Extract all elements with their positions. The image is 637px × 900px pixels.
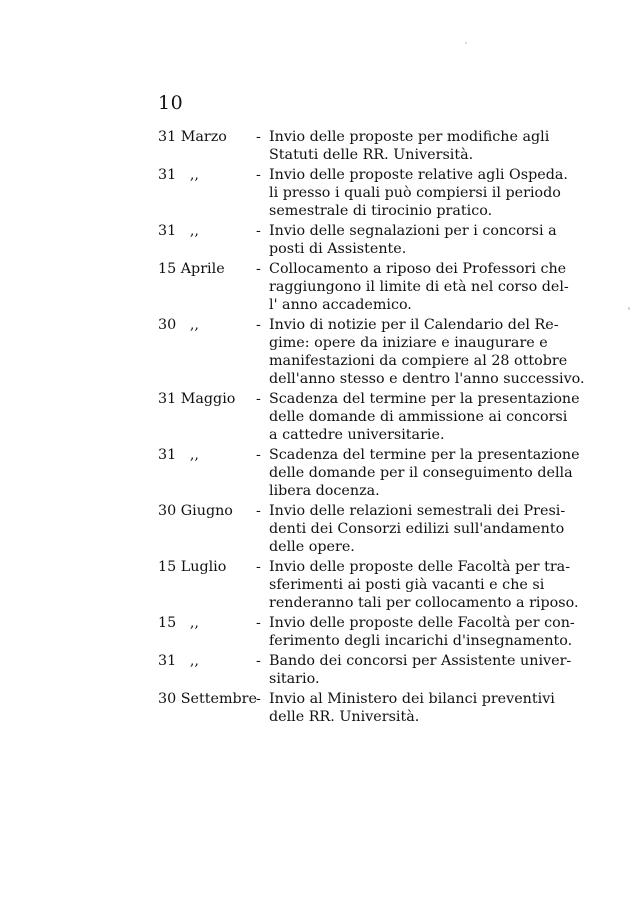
description-line: delle domande per il conseguimento della — [269, 465, 573, 481]
entry-description — [269, 128, 549, 164]
entry-date: 31 ,, — [158, 447, 199, 463]
description-line: dell'anno stesso e dentro l'anno successivo. — [269, 371, 585, 387]
deadline-entry — [158, 128, 550, 164]
description-line: manifestazioni da compiere al 28 ottobre — [269, 353, 568, 369]
description-line: Bando dei concorsi per Assistente univer- — [269, 653, 572, 669]
entry-description — [269, 614, 575, 650]
description-line: a cattedre universitarie. — [269, 427, 445, 443]
deadline-entry — [158, 222, 557, 258]
entry-dash: - — [256, 447, 261, 463]
entry-description — [269, 690, 555, 726]
entry-description — [269, 502, 565, 556]
description-line: Invio delle relazioni semestrali dei Presi- — [269, 503, 566, 519]
deadline-entry — [158, 652, 572, 688]
description-line: raggiungono il limite di età nel corso del- — [269, 279, 569, 295]
entry-date: 31 ,, — [158, 653, 199, 669]
entry-date: 15 Aprile — [158, 261, 225, 277]
entry-description — [269, 166, 568, 220]
entry-dash: - — [256, 691, 261, 707]
entry-description — [269, 260, 569, 314]
description-line: sitario. — [269, 671, 320, 687]
entry-date: 30 Giugno — [158, 503, 233, 519]
deadline-entry — [158, 690, 555, 726]
deadline-entry — [158, 614, 575, 650]
description-line: sferimenti ai posti già vacanti e che si — [269, 577, 545, 593]
description-line: li presso i quali può compiersi il periodo — [269, 185, 561, 201]
description-line: Scadenza del termine per la presentazione — [269, 447, 580, 463]
description-line: denti dei Consorzi edilizi sull'andamento — [269, 521, 565, 537]
entry-date: 30 Settembre — [158, 691, 257, 707]
page-number: 10 — [158, 92, 184, 114]
scan-speck — [628, 307, 630, 310]
description-line: posti di Assistente. — [269, 241, 407, 257]
description-line: Invio di notizie per il Calendario del Re- — [269, 317, 559, 333]
entry-dash: - — [256, 261, 261, 277]
deadline-entry — [158, 446, 580, 500]
entry-date: 31 Marzo — [158, 129, 227, 145]
deadline-entry — [158, 390, 580, 444]
deadline-entry — [158, 166, 568, 220]
entry-description — [269, 446, 580, 500]
description-line: Invio delle proposte relative agli Ospeda. — [269, 167, 568, 183]
description-line: gime: opere da iniziare e inaugurare e — [269, 335, 548, 351]
description-line: semestrale di tirocinio pratico. — [269, 203, 493, 219]
entry-dash: - — [256, 615, 261, 631]
entry-description — [269, 316, 585, 388]
entry-date: 31 Maggio — [158, 391, 236, 407]
description-line: libera docenza. — [269, 483, 380, 499]
entry-dash: - — [256, 223, 261, 239]
entry-date: 31 ,, — [158, 167, 199, 183]
deadline-entry — [158, 502, 566, 556]
entry-description — [269, 390, 580, 444]
entry-dash: - — [256, 391, 261, 407]
description-line: Invio delle proposte per modifiche agli — [269, 129, 550, 145]
entry-dash: - — [256, 129, 261, 145]
description-line: ferimento degli incarichi d'insegnamento. — [269, 633, 573, 649]
description-line: Invio delle proposte delle Facoltà per tra- — [269, 559, 571, 575]
description-line: Collocamento a riposo dei Professori che — [269, 261, 567, 277]
entry-dash: - — [256, 503, 261, 519]
deadline-entry — [158, 260, 569, 314]
entry-dash: - — [256, 167, 261, 183]
description-line: delle opere. — [269, 539, 355, 555]
entry-date: 15 ,, — [158, 615, 199, 631]
entry-date: 31 ,, — [158, 223, 199, 239]
description-line: Statuti delle RR. Università. — [269, 147, 474, 163]
entry-description — [269, 652, 571, 688]
scan-speck — [465, 42, 467, 44]
description-line: l' anno accademico. — [269, 297, 412, 313]
description-line: renderanno tali per collocamento a riposo. — [269, 595, 579, 611]
description-line: Invio delle proposte delle Facoltà per con- — [269, 615, 575, 631]
entry-description — [269, 558, 578, 612]
description-line: Invio delle segnalazioni per i concorsi a — [269, 223, 557, 239]
entry-date: 15 Luglio — [158, 559, 227, 575]
entry-description — [269, 222, 557, 258]
entry-dash: - — [256, 317, 261, 333]
deadline-entry — [158, 316, 585, 388]
description-line: Scadenza del termine per la presentazione — [269, 391, 580, 407]
description-line: delle RR. Università. — [269, 709, 420, 725]
description-line: delle domande di ammissione ai concorsi — [269, 409, 568, 425]
description-line: Invio al Ministero dei bilanci preventivi — [269, 691, 555, 707]
deadline-list — [158, 128, 585, 728]
entry-dash: - — [256, 559, 261, 575]
entry-date: 30 ,, — [158, 317, 199, 333]
entry-dash: - — [256, 653, 261, 669]
deadline-entry — [158, 558, 579, 612]
